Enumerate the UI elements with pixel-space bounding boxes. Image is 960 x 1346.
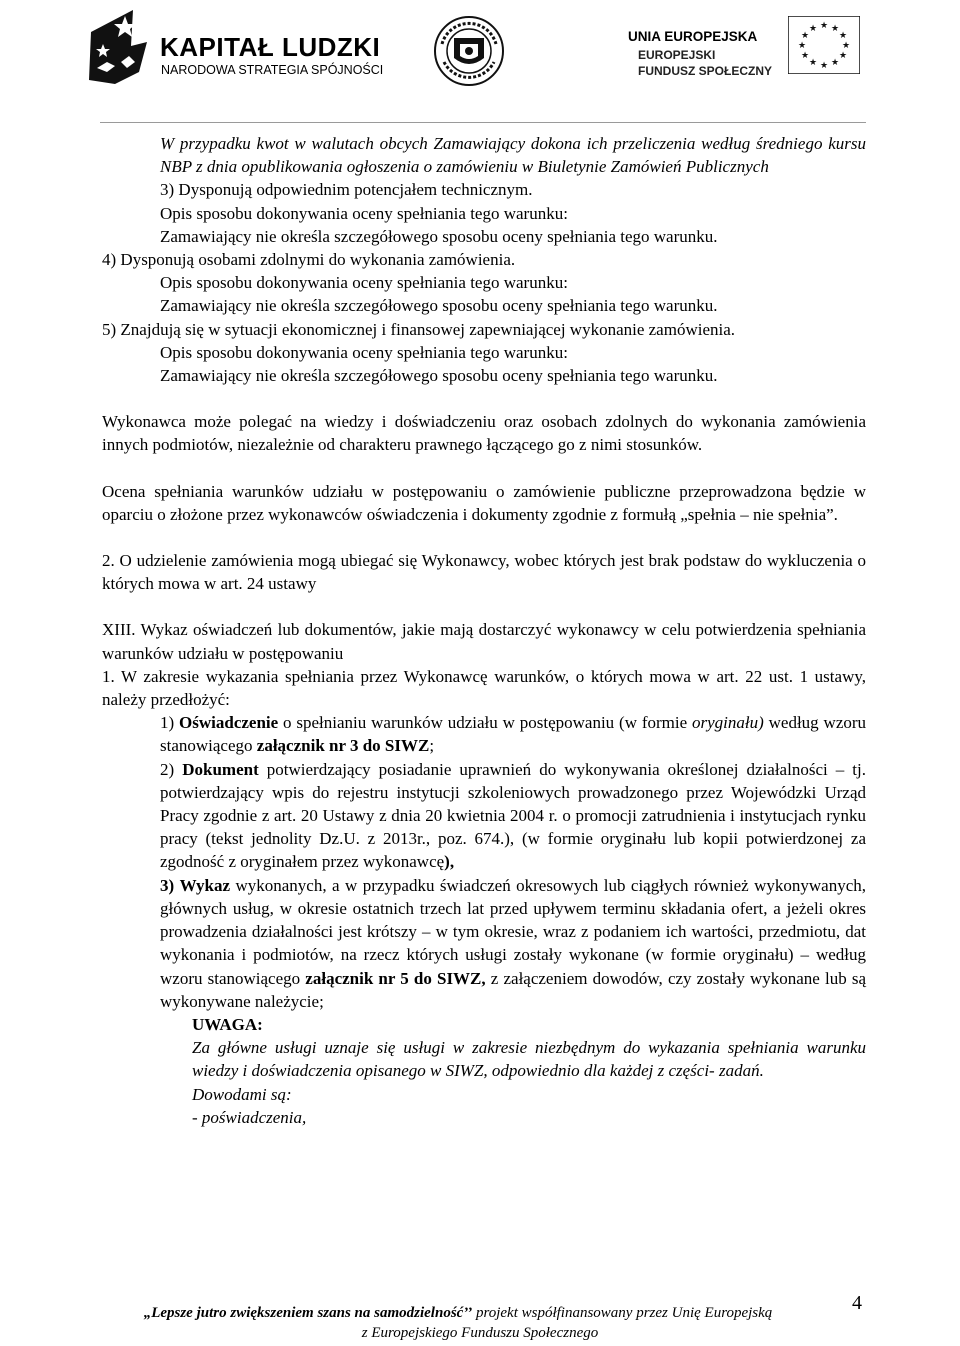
item-1-attachment: załącznik nr 3 do SIWZ: [256, 736, 430, 756]
condition-3-title: 3) Dysponują odpowiednim potencjałem technicznym.: [160, 180, 533, 200]
svg-text:★: ★: [800, 51, 810, 61]
svg-text:★: ★: [838, 31, 848, 41]
svg-text:★: ★: [830, 58, 840, 68]
uwaga-label: UWAGA:: [192, 1014, 263, 1034]
item-2-text: potwierdzający posiadanie uprawnień do wykonywania określonej działalności – tj. potwierdzający wpis do rejestru instytucji szkoleniowych prowadzonego przez Wojewódzki Urząd Pracy zgodnie z art. 20 Ustawy z dnia 20 kwietnia 2004 r. o promocji zatrudnienia i instytucjach rynku pracy (tekst jednolity Dz.U. z 2013r., poz. 674.), (w formie oryginału lub kopii potwierdzonej za zgodność z oryginałem przez wykonawcę: [160, 759, 866, 872]
footer-cofinanced: projekt współfinansowany przez Unię Europejską: [475, 1305, 773, 1321]
uwaga-text: Za główne usługi uznaje się usługi w zakresie niezbędnym do wykazania spełniania warunku wiedzy i doświadczenia opisanego w SIWZ, odpowiednio dla każdej z części- zadań.: [192, 1038, 866, 1081]
footer-slogan: „Lepsze jutro zwiększeniem szans na samodzielność’’: [143, 1305, 473, 1321]
item-3-attachment: załącznik nr 5 do SIWZ,: [305, 968, 486, 988]
condition-3-desc: Zamawiający nie określa szczegółowego sposobu oceny spełniania tego warunku.: [160, 226, 718, 246]
section-xiii-heading: XIII. Wykaz oświadczeń lub dokumentów, jakie mają dostarczyć wykonawcy w celu potwierdzenia spełniania warunków udziału w postępowaniu: [102, 620, 866, 663]
item-2-bold-end: ),: [444, 852, 455, 872]
item-3-bold: Wykaz: [179, 875, 230, 895]
condition-5-desc-label: Opis sposobu dokonywania oceny spełniania tego warunku:: [160, 342, 568, 362]
item-1-text: o spełnianiu warunków udziału w postępowaniu (w formie: [283, 713, 688, 733]
condition-5-title: 5) Znajdują się w sytuacji ekonomicznej i finansowej zapewniającej wykonanie zamówienia.: [102, 319, 736, 339]
section-xiii-point-1: 1. W zakresie wykazania spełniania przez Wykonawcę warunków, o których mowa w art. 22 ust. 1 ustawy, należy przedłożyć:: [102, 666, 866, 710]
item-1-bold: Oświadczenie: [179, 713, 279, 733]
condition-3-desc-label: Opis sposobu dokonywania oceny spełniania tego warunku:: [160, 203, 568, 223]
kapital-ludzki-emblem-icon: [85, 2, 153, 86]
item-1-number: 1): [160, 713, 175, 733]
item-2-number: 2): [160, 759, 175, 779]
svg-text:★: ★: [800, 31, 810, 41]
page-header: [0, 0, 960, 100]
list-item-dokument: [102, 758, 866, 874]
svg-text:★: ★: [838, 51, 848, 61]
condition-4-title: 4) Dysponują osobami zdolnymi do wykonania zamówienia.: [102, 250, 516, 270]
point-2-paragraph: 2. O udzielenie zamówienia mogą ubiegać się Wykonawcy, wobec których jest brak podstaw do wykluczenia o których mowa w art. 24 ustawy: [102, 551, 866, 594]
item-2-bold: Dokument: [182, 759, 259, 779]
condition-4-desc: Zamawiający nie określa szczegółowego sposobu oceny spełniania tego warunku.: [160, 296, 718, 316]
item-1-end: ;: [429, 736, 435, 756]
svg-text:★: ★: [819, 61, 829, 71]
item-3-text-2: z załączeniem dowodów, czy zostały wykonane lub są wykonywane należycie;: [160, 968, 866, 1011]
item-3-text: wykonanych, a w przypadku świadczeń okresowych lub ciągłych również wykonywanych, głównych usług, w okresie ostatnich trzech lat przed upływem terminu składania ofert, a jeżeli okres prowadzenia działalności jest krótszy – w tym okresie, wraz z podaniem ich wartości, przedmiotu, dat wykonania i podmiotów, na rzecz których usługi zostały wykonane (w formie oryginału) – według wzoru stanowiącego: [160, 875, 867, 988]
item-1-italic: oryginału): [692, 713, 764, 733]
eu-fund-line1: EUROPEJSKI: [638, 48, 716, 62]
ocena-paragraph: Ocena spełniania warunków udziału w postępowaniu o zamówienie publiczne przeprowadzona będzie w oparciu o złożone przez wykonawców oświadczenia i dokumenty zgodnie z formułą „spełnia – nie spełnia”.: [102, 481, 866, 524]
svg-text:★: ★: [830, 24, 840, 34]
header-divider: [100, 122, 866, 123]
eu-logo: [624, 16, 874, 86]
list-item-wykaz: [102, 874, 866, 1013]
list-item-oswiadczenie: [102, 711, 866, 757]
kapital-ludzki-logo: [85, 2, 384, 86]
condition-5-desc: Zamawiający nie określa szczegółowego sposobu oceny spełniania tego warunku.: [160, 366, 718, 386]
eu-flag-icon: [788, 16, 860, 74]
svg-text:★: ★: [808, 58, 818, 68]
eu-fund-line2: FUNDUSZ SPOŁECZNY: [638, 64, 773, 78]
item-3-number: 3): [160, 875, 175, 895]
seal-icon: [432, 14, 506, 88]
condition-4-desc-label: Opis sposobu dokonywania oceny spełniania tego warunku:: [160, 273, 568, 293]
svg-text:★: ★: [841, 41, 851, 51]
page-number: 4: [852, 1292, 862, 1314]
item-1-text-2: według wzoru stanowiącego: [160, 713, 867, 756]
dowodami-label: Dowodami są:: [192, 1084, 292, 1104]
svg-text:★: ★: [819, 21, 829, 31]
wykonawca-paragraph: Wykonawca może polegać na wiedzy i doświadczeniu oraz osobach zdolnych do wykonania zamówienia innych podmiotów, niezależnie od charakteru prawnego łączącego go z nimi stosunków.: [102, 412, 866, 455]
footer-line-2: z Europejskiego Funduszu Społecznego: [361, 1325, 599, 1341]
pcpr-seal-logo: [432, 14, 506, 88]
foreign-currency-note: W przypadku kwot w walutach obcych Zamawiający dokona ich przeliczenia według średniego kursu NBP z dnia opublikowania ogłoszenia o zamówieniu w Biuletynie Zamówień Publicznych: [160, 134, 866, 177]
document-body: [102, 132, 866, 1129]
kapital-ludzki-title: KAPITAŁ LUDZKI: [160, 32, 381, 62]
eu-name: UNIA EUROPEJSKA: [628, 29, 758, 44]
footer-line-1: [100, 1303, 816, 1323]
svg-text:★: ★: [797, 41, 807, 51]
poswiadczenia-item: - poświadczenia,: [192, 1107, 307, 1127]
svg-text:★: ★: [808, 24, 818, 34]
kapital-ludzki-subtitle: NARODOWA STRATEGIA SPÓJNOŚCI: [161, 63, 384, 77]
